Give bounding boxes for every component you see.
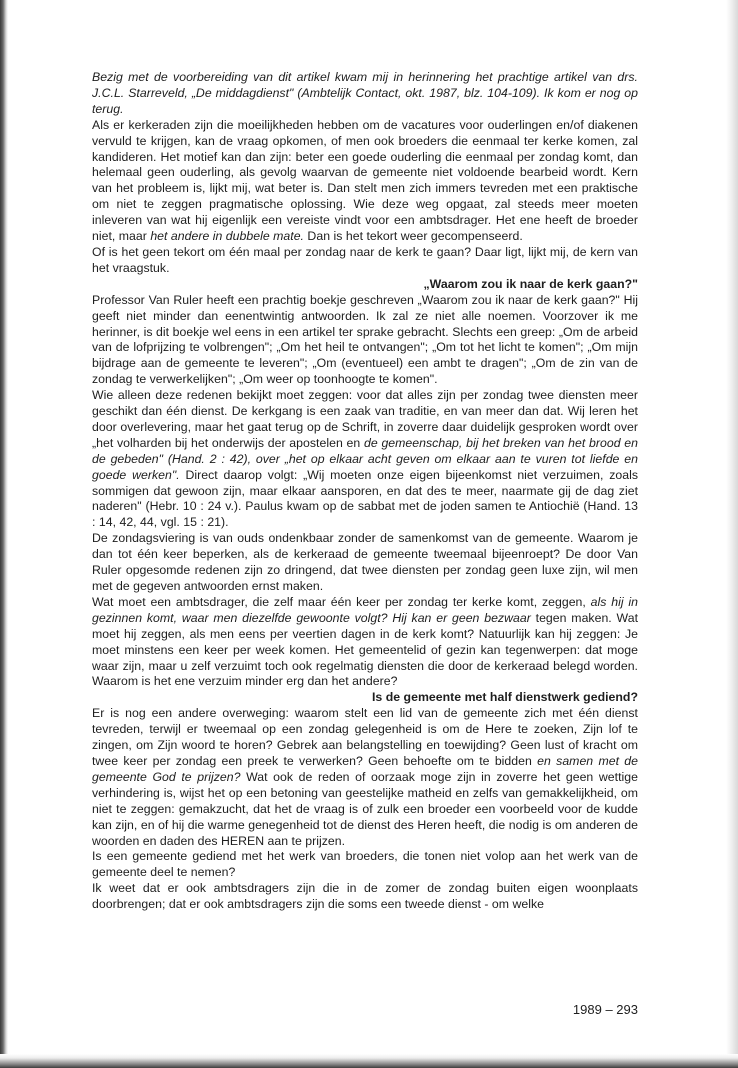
text-run: Is de gemeente met half dienstwerk gediend? bbox=[372, 690, 638, 705]
text-run: Dan is het tekort weer gecompenseerd. bbox=[304, 229, 523, 244]
article-body bbox=[92, 70, 638, 913]
italic-text-run: en samen met de gemeente God te prijzen? bbox=[92, 753, 638, 784]
scan-edge-left bbox=[0, 0, 8, 1068]
text-run: Er is nog een andere overweging: waarom stelt een lid van de gemeente zich met één dienst tevreden, terwijl er tweemaal op een zondag gelegenheid is om de Here te zoeken, Zijn lof te zingen, om Zijn woord te horen? Gebrek aan belangstelling en toewijding? Geen lust of kracht om twee keer per zondag een preek te verwerken? Geen behoefte om te bidden bbox=[92, 706, 638, 768]
page-number: 1989 – 293 bbox=[572, 1002, 638, 1017]
text-run: „Waarom zou ik naar de kerk gaan?" bbox=[423, 276, 638, 291]
text-run: Professor Van Ruler heeft een prachtig boekje geschreven „Waarom zou ik naar de kerk gaan?" Hij geeft niet minder dan eenentwintig antwoorden. Ik zal ze niet alle noemen. Voorzover ik me herinner, is dit boekje wel eens in een artikel ter sprake gebracht. Slechts een greep: „Om de arbeid van de lofprijzing te volbrengen"; „Om het heil te ontvangen"; „Om tot het licht te komen"; „Om mijn bijdrage aan de gemeente te leveren"; „Om (eventueel) een ambt te dragen"; „Om de zin van de zondag te verwerkelijken"; „Om weer op toonhoogte te komen". bbox=[92, 292, 638, 387]
scan-edge-bottom bbox=[0, 1054, 738, 1068]
text-run: Is een gemeente gediend met het werk van broeders, die tonen niet volop aan het werk van de gemeente deel te nemen? bbox=[92, 849, 638, 880]
text-run: Wie alleen deze redenen bekijkt moet zeggen: voor dat alles zijn per zondag twee diensten meer geschikt dan één dienst. De kerkgang is een zaak van traditie, en van meer dan dat. Wij leren het door overlevering, maar het gaat terug op de Schrift, in zoverre daar duidelijk gesproken wordt over „het volharden bij het onderwijs der apostelen en bbox=[92, 388, 638, 450]
scan-edge-right bbox=[726, 0, 738, 1068]
italic-text-run: Bezig met de voorbereiding van dit artikel kwam mij in herinnering het prachtige artikel van drs. J.C.L. Starreveld, „De middagdienst" (Ambtelijk Contact, okt. 1987, blz. 104-109). Ik kom er nog op terug. bbox=[92, 70, 638, 116]
paragraph bbox=[92, 706, 638, 849]
section-heading bbox=[92, 277, 638, 293]
text-run: Ik weet dat er ook ambtsdragers zijn die in de zomer de zondag buiten eigen woonplaats doorbrengen; dat er ook ambtsdragers zijn die soms een tweede dienst - om welke bbox=[92, 881, 638, 912]
text-run: Als er kerkeraden zijn die moeilijkheden hebben om de vacatures voor ouderlingen en/of diakenen vervuld te krijgen, kan de vraag opkomen, of men ook broeders die eenmaal ter kerke komen, zal kandideren. Het motief kan dan zijn: beter een goede ouderling die eenmaal per zondag komt, dan helemaal geen ouderling, als gevolg waarvan de gemeente niet voldoende bearbeid wordt. Kern van het probleem is, lijkt mij, wat beter is. Dan stelt men zich immers tevreden met een praktische om niet te zeggen pragmatische oplossing. Wie deze weg opgaat, zal steeds meer moeten inleveren van wat hij eigenlijk een vereiste vindt voor een ambtsdrager. Het ene heeft de broeder niet, maar bbox=[92, 117, 638, 244]
paragraph bbox=[92, 531, 638, 595]
section-heading bbox=[92, 690, 638, 706]
paragraph bbox=[92, 388, 638, 531]
text-run: tegen maken. Wat moet hij zeggen, als men eens per veertien dagen in de kerk komt? Natuurlijk kan hij zeggen: Je moet minstens een keer per week komen. Het gemeentelid of gezin kan tegenwerpen: dat moge waar zijn, maar u zelf verzuimt toch ook regelmatig diensten die door de kerkeraad belegd worden. Waarom is het ene verzuim minder erg dan het andere? bbox=[92, 610, 639, 689]
text-run: Of is het geen tekort om één maal per zondag naar de kerk te gaan? Daar ligt, lijkt mij, de kern van het vraagstuk. bbox=[92, 244, 638, 275]
text-run: Direct daarop volgt: „Wij moeten onze eigen bijeenkomst niet verzuimen, zoals sommigen dat gewoon zijn, maar elkaar aansporen, en dat des te meer, naarmate gij de dag ziet naderen" (Hebr. 10 : 24 v.). Paulus kwam op de sabbat met de joden samen te Antiochië (Hand. 13 : 14, 42, 44, vgl. 15 : 21). bbox=[92, 467, 638, 530]
paragraph bbox=[92, 293, 638, 388]
paragraph bbox=[92, 118, 638, 245]
italic-text-run: de gemeenschap, bij het breken van het brood en de gebeden" (Hand. 2 : 42), over „het op elkaar acht geven om elkaar aan te vuren tot liefde en goede werken". bbox=[92, 435, 638, 482]
paragraph bbox=[92, 849, 638, 881]
paragraph bbox=[92, 595, 638, 690]
text-run: De zondagsviering is van ouds ondenkbaar zonder de samenkomst van de gemeente. Waarom je dan tot één keer beperken, als de kerkeraad de gemeente tweemaal bijeenroept? De door Van Ruler opgesomde redenen zijn zo dringend, dat twee diensten per zondag geen luxe zijn, wil men met de gegeven antwoorden ernst maken. bbox=[92, 531, 638, 593]
italic-text-run: het andere in dubbele mate. bbox=[150, 229, 304, 244]
italic-text-run: als hij in gezinnen komt, waar men diezelfde gewoonte volgt? Hij kan er geen bezwaar bbox=[92, 594, 638, 625]
paragraph bbox=[92, 881, 638, 913]
text-run: Wat ook de reden of oorzaak moge zijn in zoverre het geen wettige verhindering is, wijst het op een betoning van geestelijke matheid en zelfs van gemakkelijkheid, om niet te zeggen: gemakzucht, dat het de vraag is of zulk een broeder een voorbeeld voor de kudde kan zijn, en of hij die warme genegenheid tot de dienst des Heren heeft, die nodig is om anderen de woorden en daden des HEREN aan te prijzen. bbox=[92, 769, 639, 848]
paragraph bbox=[92, 70, 638, 118]
text-run: Wat moet een ambtsdrager, die zelf maar één keer per zondag ter kerke komt, zeggen, bbox=[92, 594, 591, 609]
paragraph bbox=[92, 245, 638, 277]
